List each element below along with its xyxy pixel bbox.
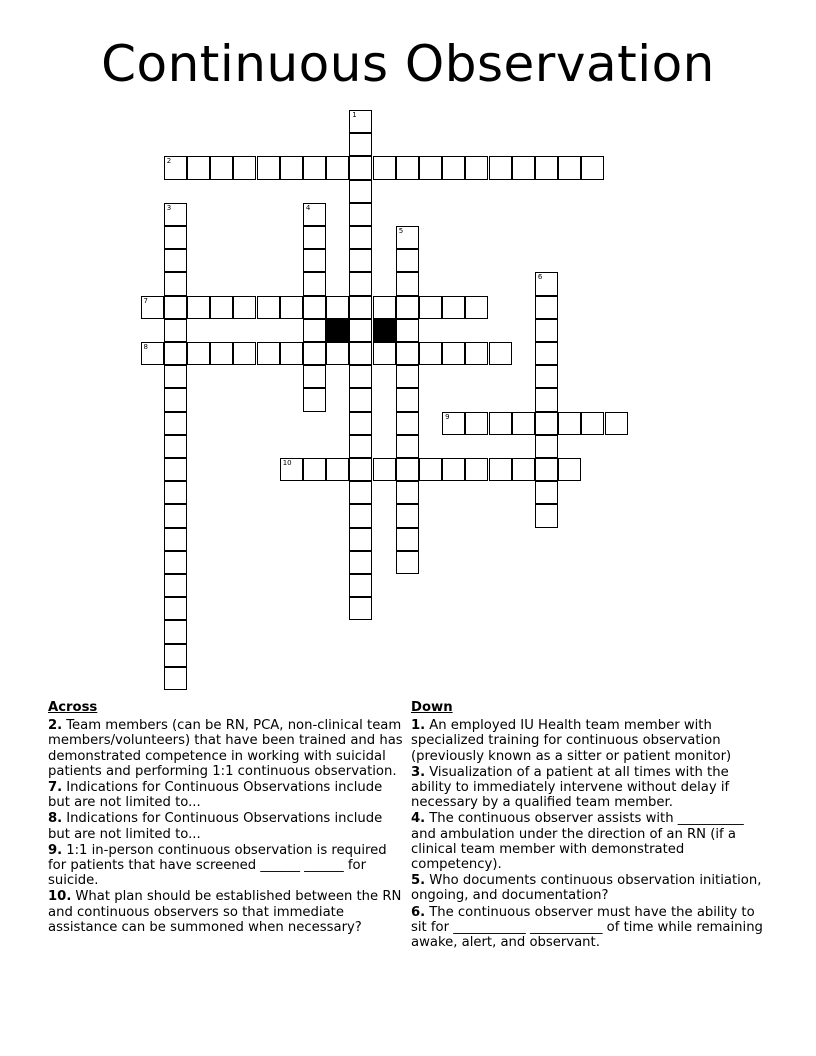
grid-cell[interactable] — [396, 249, 419, 272]
clue-text: Indications for Continuous Observations include but are not limited to... — [48, 780, 383, 811]
grid-cell[interactable] — [396, 435, 419, 458]
down-clue-3 — [411, 765, 771, 811]
grid-cell[interactable] — [605, 412, 628, 435]
grid-cell[interactable] — [349, 110, 372, 133]
grid-cell[interactable] — [141, 342, 164, 365]
grid-cell[interactable] — [349, 342, 372, 365]
grid-cell[interactable] — [164, 667, 187, 690]
grid-cell[interactable] — [164, 620, 187, 643]
grid-cell[interactable] — [164, 597, 187, 620]
grid-cell[interactable] — [535, 504, 558, 527]
grid-cell[interactable] — [303, 272, 326, 295]
grid-cell[interactable] — [349, 226, 372, 249]
grid-cell[interactable] — [233, 342, 256, 365]
grid-cell[interactable] — [164, 388, 187, 411]
grid-cell[interactable] — [326, 342, 349, 365]
grid-cell[interactable] — [396, 412, 419, 435]
grid-cell[interactable] — [257, 296, 280, 319]
grid-cell[interactable] — [349, 156, 372, 179]
grid-cell[interactable] — [396, 458, 419, 481]
grid-cell[interactable] — [349, 481, 372, 504]
grid-clue-number: 6 — [537, 273, 543, 282]
across-clue-8 — [48, 811, 408, 841]
grid-cell[interactable] — [535, 319, 558, 342]
grid-cell[interactable] — [164, 458, 187, 481]
grid-cell[interactable] — [303, 296, 326, 319]
grid-cell[interactable] — [280, 296, 303, 319]
grid-cell[interactable] — [465, 156, 488, 179]
grid-cell[interactable] — [489, 458, 512, 481]
grid-cell[interactable] — [349, 296, 372, 319]
clue-text: The continuous observer assists with __________ and ambulation under the direction of an RN (if a clinical team member with demonstrated competency). — [411, 811, 744, 873]
clue-text: What plan should be established between the RN and continuous observers so that immediate assistance can be summoned when necessary? — [48, 889, 402, 935]
grid-cell[interactable] — [535, 388, 558, 411]
grid-cell[interactable] — [396, 551, 419, 574]
grid-cell[interactable] — [442, 458, 465, 481]
grid-cell[interactable] — [210, 296, 233, 319]
grid-cell[interactable] — [326, 296, 349, 319]
grid-cell[interactable] — [396, 319, 419, 342]
grid-cell[interactable] — [280, 458, 303, 481]
grid-cell[interactable] — [442, 412, 465, 435]
grid-clue-number: 7 — [143, 296, 148, 305]
grid-cell[interactable] — [373, 296, 396, 319]
clue-text: The continuous observer must have the ability to sit for ___________ ___________ of time while remaining awake, alert, and observant. — [411, 904, 763, 951]
grid-cell[interactable] — [419, 296, 442, 319]
down-clues — [411, 700, 771, 951]
grid-cell[interactable] — [303, 226, 326, 249]
grid-cell[interactable] — [349, 133, 372, 156]
grid-cell[interactable] — [164, 574, 187, 597]
clue-text: Indications for Continuous Observations include but are not limited to... — [48, 811, 383, 842]
clue-text: Team members (can be RN, PCA, non-clinical team members/volunteers) that have been trained and has demonstrated competence in working with suicidal patients and performing 1:1 continuous observation. — [48, 718, 403, 779]
grid-cell[interactable] — [396, 296, 419, 319]
grid-cell[interactable] — [164, 365, 187, 388]
grid-cell[interactable] — [396, 504, 419, 527]
down-clue-1 — [411, 718, 771, 764]
grid-clue-number: 5 — [398, 227, 404, 235]
across-heading: Across — [48, 700, 98, 715]
grid-cell[interactable] — [396, 342, 419, 365]
grid-cell[interactable] — [442, 156, 465, 179]
grid-cell[interactable] — [396, 272, 419, 295]
clue-text: Visualization of a patient at all times with the ability to immediately intervene without delay if necessary by a qualified team member. — [411, 764, 730, 811]
grid-cell[interactable] — [349, 504, 372, 527]
grid-cell[interactable] — [373, 156, 396, 179]
grid-cell[interactable] — [303, 319, 326, 342]
clue-number: 6. — [411, 904, 426, 920]
across-clue-2 — [48, 718, 408, 779]
clue-text: An employed IU Health team member with specialized training for continuous observation (previously known as a sitter or patient monitor) — [411, 718, 732, 764]
grid-cell[interactable] — [396, 528, 419, 551]
grid-clue-number: 2 — [166, 157, 172, 166]
grid-cell[interactable] — [535, 458, 558, 481]
clue-number: 8. — [48, 811, 63, 827]
grid-cell[interactable] — [187, 296, 210, 319]
grid-cell[interactable] — [164, 644, 187, 667]
grid-cell[interactable] — [164, 551, 187, 574]
grid-cell[interactable] — [465, 342, 488, 365]
grid-cell[interactable] — [164, 342, 187, 365]
grid-cell[interactable] — [535, 435, 558, 458]
grid-cell[interactable] — [164, 412, 187, 435]
grid-cell[interactable] — [303, 156, 326, 179]
grid-cell[interactable] — [164, 296, 187, 319]
grid-cell[interactable] — [257, 342, 280, 365]
grid-cell[interactable] — [303, 458, 326, 481]
clue-number: 9. — [48, 842, 63, 858]
grid-cell[interactable] — [535, 296, 558, 319]
grid-cell[interactable] — [373, 458, 396, 481]
grid-cell[interactable] — [581, 156, 604, 179]
grid-cell[interactable] — [349, 412, 372, 435]
puzzle-title: Continuous Observation — [101, 35, 715, 93]
clue-number: 5. — [411, 873, 426, 889]
grid-cell[interactable] — [396, 481, 419, 504]
grid-clue-number: 3 — [166, 203, 172, 212]
clue-number: 2. — [48, 718, 63, 734]
grid-clue-number: 1 — [352, 111, 357, 119]
grid-cell[interactable] — [164, 272, 187, 295]
grid-cell[interactable] — [349, 435, 372, 458]
clue-number: 7. — [48, 780, 63, 796]
grid-cell[interactable] — [303, 249, 326, 272]
grid-clue-number: 8 — [143, 343, 148, 351]
grid-cell[interactable] — [419, 156, 442, 179]
grid-cell[interactable] — [512, 458, 535, 481]
grid-cell[interactable] — [303, 342, 326, 365]
clue-text: Who documents continuous observation initiation, ongoing, and documentation? — [411, 873, 762, 904]
grid-cell[interactable] — [535, 412, 558, 435]
grid-cell[interactable] — [164, 481, 187, 504]
grid-cell[interactable] — [349, 272, 372, 295]
down-clue-6 — [411, 905, 771, 951]
grid-cell[interactable] — [164, 156, 187, 179]
grid-cell[interactable] — [349, 319, 372, 342]
across-clue-7 — [48, 780, 408, 810]
down-heading: Down — [411, 700, 453, 715]
clue-text: 1:1 in-person continuous observation is required for patients that have screened ______ ______ for suicide. — [48, 842, 387, 889]
grid-cell[interactable] — [442, 342, 465, 365]
grid-cell[interactable] — [164, 226, 187, 249]
clue-number: 4. — [411, 811, 426, 827]
grid-cell[interactable] — [349, 388, 372, 411]
grid-cell[interactable] — [535, 272, 558, 295]
grid-cell[interactable] — [535, 156, 558, 179]
grid-cell[interactable] — [349, 203, 372, 226]
grid-cell[interactable] — [164, 435, 187, 458]
grid-cell[interactable] — [396, 226, 419, 249]
grid-cell[interactable] — [164, 528, 187, 551]
clue-number: 10. — [48, 889, 72, 905]
grid-cell[interactable] — [396, 365, 419, 388]
grid-cell[interactable] — [349, 365, 372, 388]
grid-cell[interactable] — [164, 319, 187, 342]
down-clue-4 — [411, 811, 771, 872]
grid-cell[interactable] — [141, 296, 164, 319]
grid-cell[interactable] — [535, 481, 558, 504]
grid-clue-number: 9 — [445, 412, 450, 421]
grid-cell[interactable] — [419, 342, 442, 365]
grid-cell[interactable] — [465, 412, 488, 435]
black-grid-cell — [373, 319, 396, 342]
grid-cell[interactable] — [303, 365, 326, 388]
clue-number: 1. — [411, 718, 426, 734]
grid-cell[interactable] — [512, 412, 535, 435]
grid-cell[interactable] — [512, 156, 535, 179]
grid-cell[interactable] — [581, 412, 604, 435]
grid-cell[interactable] — [349, 249, 372, 272]
grid-cell[interactable] — [489, 156, 512, 179]
grid-cell[interactable] — [396, 388, 419, 411]
down-clue-5 — [411, 873, 771, 903]
grid-cell[interactable] — [280, 342, 303, 365]
grid-cell[interactable] — [164, 203, 187, 226]
grid-cell[interactable] — [535, 365, 558, 388]
grid-cell[interactable] — [465, 296, 488, 319]
grid-cell[interactable] — [558, 412, 581, 435]
grid-cell[interactable] — [419, 458, 442, 481]
grid-cell[interactable] — [489, 342, 512, 365]
grid-cell[interactable] — [257, 156, 280, 179]
grid-cell[interactable] — [164, 504, 187, 527]
grid-cell[interactable] — [349, 528, 372, 551]
grid-cell[interactable] — [210, 156, 233, 179]
grid-cell[interactable] — [535, 342, 558, 365]
grid-cell[interactable] — [326, 458, 349, 481]
grid-cell[interactable] — [349, 458, 372, 481]
grid-clue-number: 4 — [305, 203, 311, 212]
grid-cell[interactable] — [558, 458, 581, 481]
grid-cell[interactable] — [349, 574, 372, 597]
across-clue-10 — [48, 889, 408, 935]
grid-cell[interactable] — [187, 342, 210, 365]
grid-cell[interactable] — [349, 597, 372, 620]
grid-cell[interactable] — [442, 296, 465, 319]
across-clue-9 — [48, 843, 408, 889]
grid-cell[interactable] — [465, 458, 488, 481]
grid-cell[interactable] — [164, 249, 187, 272]
grid-cell[interactable] — [233, 296, 256, 319]
grid-cell[interactable] — [303, 203, 326, 226]
grid-cell[interactable] — [233, 156, 256, 179]
grid-cell[interactable] — [349, 180, 372, 203]
grid-cell[interactable] — [489, 412, 512, 435]
grid-cell[interactable] — [373, 342, 396, 365]
grid-cell[interactable] — [210, 342, 233, 365]
grid-cell[interactable] — [303, 388, 326, 411]
grid-cell[interactable] — [349, 551, 372, 574]
grid-cell[interactable] — [396, 156, 419, 179]
black-grid-cell — [326, 319, 349, 342]
across-clues — [48, 700, 408, 936]
grid-cell[interactable] — [187, 156, 210, 179]
clue-number: 3. — [411, 764, 426, 780]
grid-cell[interactable] — [558, 156, 581, 179]
grid-clue-number: 10 — [282, 459, 292, 467]
grid-cell[interactable] — [326, 156, 349, 179]
grid-cell[interactable] — [280, 156, 303, 179]
